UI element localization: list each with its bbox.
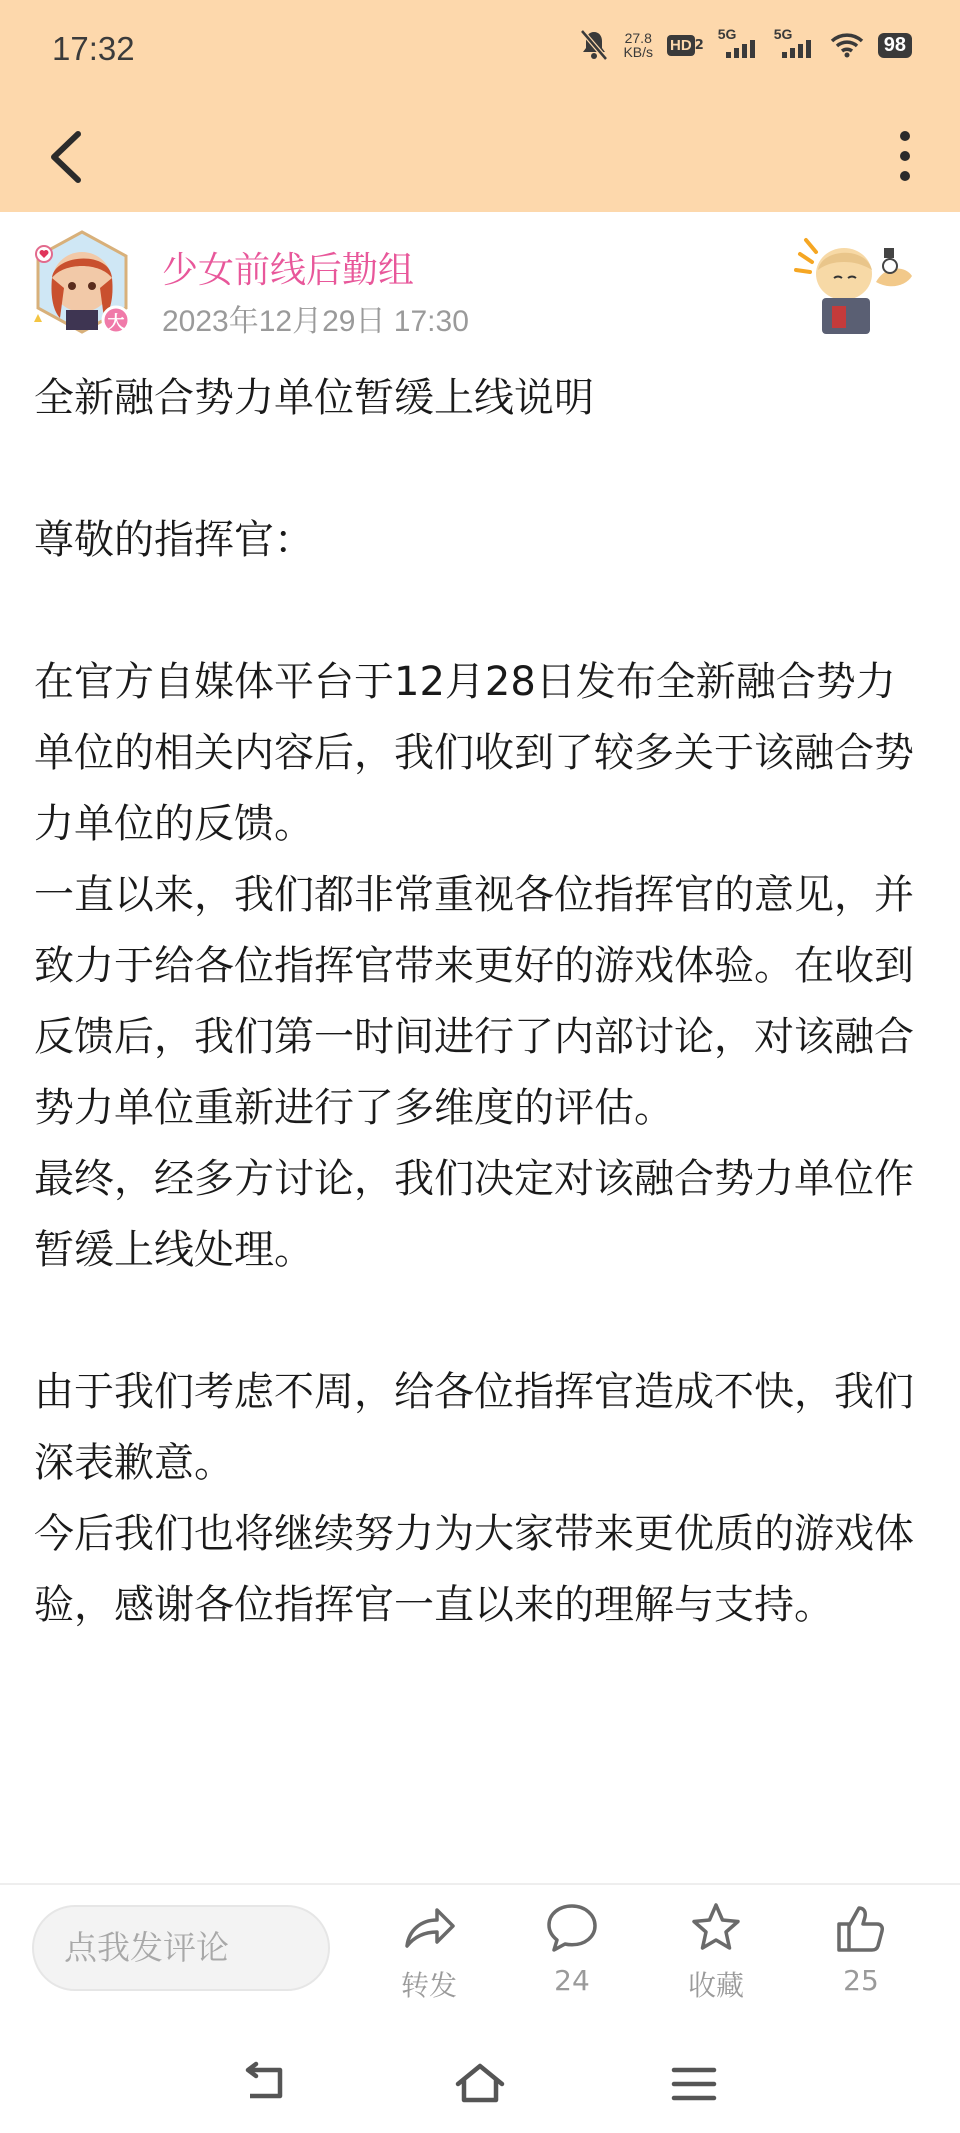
system-nav-bar <box>0 2040 960 2133</box>
net-speed-value: 27.8 <box>624 30 652 46</box>
home-icon <box>450 2054 510 2114</box>
app-header <box>0 0 960 212</box>
author-name[interactable]: 少女前线后勤组 <box>162 250 415 291</box>
return-arrow-icon <box>236 2054 296 2114</box>
share-label: 转发 <box>400 1969 457 2002</box>
star-icon <box>688 1900 744 1956</box>
avatar[interactable] <box>30 228 134 338</box>
like-button[interactable] <box>806 1900 916 2010</box>
hd-icon: HD 2 <box>667 35 704 56</box>
share-arrow-icon <box>401 1900 457 1956</box>
system-home-button[interactable] <box>450 2054 510 2114</box>
divider <box>0 1883 960 1885</box>
comment-bubble-icon <box>544 1900 600 1956</box>
more-button[interactable] <box>890 128 920 184</box>
comment-count: 24 <box>554 1964 590 1997</box>
level-badge: 大 <box>107 313 125 333</box>
mute-bell-icon <box>579 29 609 61</box>
share-button[interactable] <box>374 1900 484 2010</box>
post-date: 2023年12月29日 17:30 <box>162 305 469 338</box>
post-author <box>0 212 960 337</box>
favorite-label: 收藏 <box>687 1969 744 2002</box>
net-speed-unit: KB/s <box>623 44 654 60</box>
signal-5g-icon: 5G <box>718 28 760 62</box>
comment-button[interactable] <box>517 1900 627 2010</box>
back-button[interactable] <box>40 122 100 192</box>
chevron-left-icon <box>40 122 100 192</box>
signal-5g-icon: 5G <box>774 28 816 62</box>
status-icons <box>579 28 912 62</box>
system-menu-button[interactable] <box>664 2054 724 2114</box>
thumbs-up-icon <box>833 1900 889 1956</box>
system-back-button[interactable] <box>236 2054 296 2114</box>
post-body: 全新融合势力单位暂缓上线说明 尊敬的指挥官： 在官方自媒体平台于12月28日发布全新融合势力单位的相关内容后，我们收到了较多关于该融合势力单位的反馈。 一直以来，我们都非常重视各位指挥官的意见，并致力于给各位指挥官带来更好的游戏体验。在收到反馈后，我们第一时间进行了内部讨论，对该融合势力单位重新进行了多维度的评估。 最终，经多方讨论，我们决定对该融合势力单位作暂缓上线处理。 由于我们考虑不周，给各位指挥官造成不快，我们深表歉意。 今后我们也将继续努力为大家带来更优质的游戏体验，感谢各位指挥官一直以来的理解与支持。 <box>34 375 914 1628</box>
wifi-icon <box>830 32 864 58</box>
menu-icon <box>664 2054 724 2114</box>
status-time: 17:32 <box>52 30 135 67</box>
more-vertical-icon <box>890 128 920 184</box>
top-nav <box>0 100 960 212</box>
like-count: 25 <box>843 1964 879 1997</box>
comment-input[interactable]: 点我发评论 <box>32 1905 330 1991</box>
favorite-button[interactable] <box>661 1900 771 2010</box>
decorative-sticker <box>792 232 920 340</box>
status-bar <box>0 0 960 100</box>
net-speed <box>623 31 653 59</box>
battery-icon: 98 <box>878 33 912 58</box>
